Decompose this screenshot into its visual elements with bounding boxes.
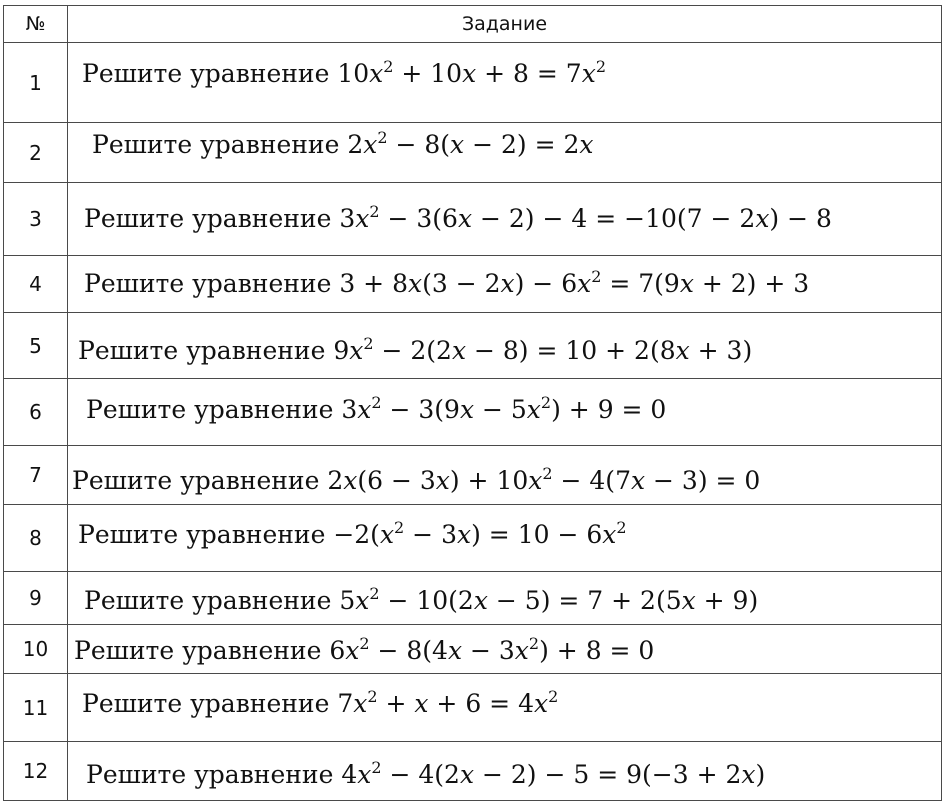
task-equation: $9x^2 - 2(2x - 8) = 10 + 2(8x + 3)$ (333, 334, 753, 365)
table-row (4, 183, 942, 256)
table-row (4, 446, 942, 505)
task-number: 11 (4, 674, 68, 742)
task-prefix: Решите уравнение (84, 203, 332, 233)
task-prefix: Решите уравнение (86, 759, 334, 789)
table-row (4, 742, 942, 801)
column-header-number: № (4, 6, 68, 43)
task-text (68, 392, 941, 424)
task-cell (68, 256, 942, 313)
task-cell (68, 625, 942, 674)
task-equation: $3x^2 - 3(9x - 5x^2) + 9 = 0$ (341, 392, 667, 424)
task-text (68, 336, 941, 365)
table-row (4, 123, 942, 183)
task-text (68, 463, 941, 495)
task-number: 10 (4, 625, 68, 674)
task-text (68, 266, 941, 298)
task-prefix: Решите уравнение (78, 336, 326, 365)
table-body (4, 43, 942, 801)
task-equation: $2x(6 - 3x) + 10x^2 - 4(7x - 3) = 0$ (327, 463, 761, 495)
task-number: 6 (4, 379, 68, 446)
table-row (4, 379, 942, 446)
table-row (4, 313, 942, 379)
task-equation: $-2(x^2 - 3x) = 10 - 6x^2$ (333, 517, 627, 549)
task-equation: $6x^2 - 8(4x - 3x^2) + 8 = 0$ (329, 633, 655, 665)
task-prefix: Решите уравнение (84, 268, 332, 298)
task-prefix: Решите уравнение (84, 585, 332, 615)
task-text (68, 757, 941, 789)
task-number: 2 (4, 123, 68, 183)
task-number: 3 (4, 183, 68, 256)
task-prefix: Решите уравнение (78, 519, 326, 549)
task-equation: $3x^2 - 3(6x - 2) - 4 = -10(7 - 2x) - 8$ (339, 201, 832, 233)
task-equation: $3 + 8x(3 - 2x) - 6x^2 = 7(9x + 2) + 3$ (339, 266, 810, 298)
task-text (68, 59, 941, 88)
task-cell (68, 123, 942, 183)
table-row (4, 505, 942, 572)
task-text (68, 689, 941, 718)
task-text (68, 517, 941, 549)
task-number: 9 (4, 572, 68, 625)
table-row (4, 43, 942, 123)
task-prefix: Решите уравнение (74, 635, 322, 665)
table-row (4, 674, 942, 742)
task-cell (68, 379, 942, 446)
task-number: 5 (4, 313, 68, 379)
task-equation: $4x^2 - 4(2x - 2) - 5 = 9(-3 + 2x)$ (341, 757, 766, 789)
task-cell (68, 183, 942, 256)
task-number: 8 (4, 505, 68, 572)
table-row (4, 256, 942, 313)
task-prefix: Решите уравнение (82, 59, 330, 88)
task-equation: $2x^2 - 8(x - 2) = 2x$ (347, 128, 594, 159)
task-cell (68, 674, 942, 742)
table-row (4, 572, 942, 625)
task-text (68, 633, 941, 665)
task-cell (68, 742, 942, 801)
task-cell (68, 505, 942, 572)
task-number: 12 (4, 742, 68, 801)
task-cell (68, 446, 942, 505)
task-prefix: Решите уравнение (72, 465, 320, 495)
task-equation: $7x^2 + x + 6 = 4x^2$ (337, 687, 559, 718)
task-prefix: Решите уравнение (82, 689, 330, 718)
task-number: 7 (4, 446, 68, 505)
table-header-row (4, 6, 942, 43)
task-equation: $10x^2 + 10x + 8 = 7x^2$ (337, 57, 606, 88)
task-cell (68, 572, 942, 625)
task-text (68, 201, 941, 233)
task-number: 4 (4, 256, 68, 313)
task-prefix: Решите уравнение (92, 130, 340, 159)
table-row (4, 625, 942, 674)
task-cell (68, 313, 942, 379)
tasks-table (3, 5, 942, 801)
task-text (68, 130, 941, 159)
task-number: 1 (4, 43, 68, 123)
task-cell (68, 43, 942, 123)
task-text (68, 583, 941, 615)
task-prefix: Решите уравнение (86, 394, 334, 424)
column-header-task: Задание (68, 6, 942, 43)
task-equation: $5x^2 - 10(2x - 5) = 7 + 2(5x + 9)$ (339, 583, 759, 615)
